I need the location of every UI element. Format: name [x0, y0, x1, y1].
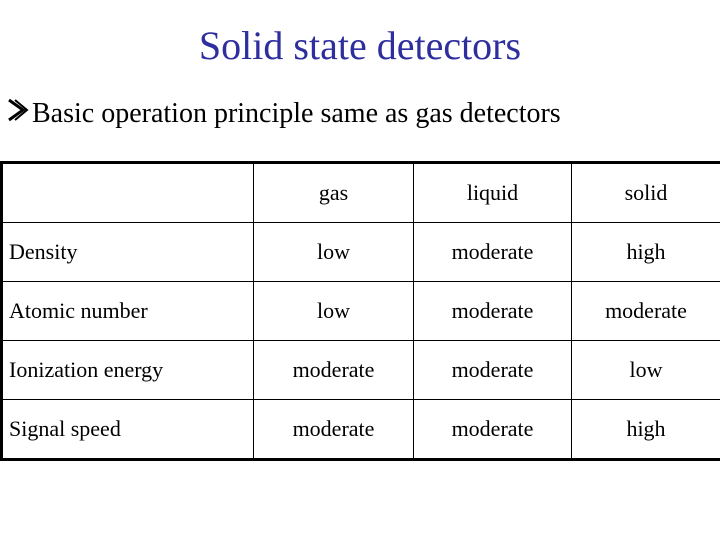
cell-solid: high — [572, 223, 720, 282]
table-row — [2, 400, 720, 460]
header-liquid: liquid — [414, 163, 572, 223]
cell-gas: low — [254, 282, 414, 341]
bullet-text: Basic operation principle same as gas detectors — [32, 98, 561, 129]
cell-gas: moderate — [254, 400, 414, 460]
row-label: Density — [2, 223, 254, 282]
cell-solid: low — [572, 341, 720, 400]
comparison-table — [0, 161, 720, 461]
table-header-row — [2, 163, 720, 223]
header-empty-cell — [2, 163, 254, 223]
row-label: Atomic number — [2, 282, 254, 341]
cell-liquid: moderate — [414, 223, 572, 282]
table-row — [2, 341, 720, 400]
cell-liquid: moderate — [414, 282, 572, 341]
cell-solid: high — [572, 400, 720, 460]
cell-gas: moderate — [254, 341, 414, 400]
row-label: Signal speed — [2, 400, 254, 460]
cell-solid: moderate — [572, 282, 720, 341]
row-label: Ionization energy — [2, 341, 254, 400]
cell-gas: low — [254, 223, 414, 282]
header-gas: gas — [254, 163, 414, 223]
arrow-bullet-icon — [6, 94, 30, 134]
cell-liquid: moderate — [414, 341, 572, 400]
slide-title: Solid state detectors — [198, 23, 522, 68]
table-row — [2, 223, 720, 282]
header-solid: solid — [572, 163, 720, 223]
table-row — [2, 282, 720, 341]
bullet-point — [6, 94, 561, 134]
cell-liquid: moderate — [414, 400, 572, 460]
